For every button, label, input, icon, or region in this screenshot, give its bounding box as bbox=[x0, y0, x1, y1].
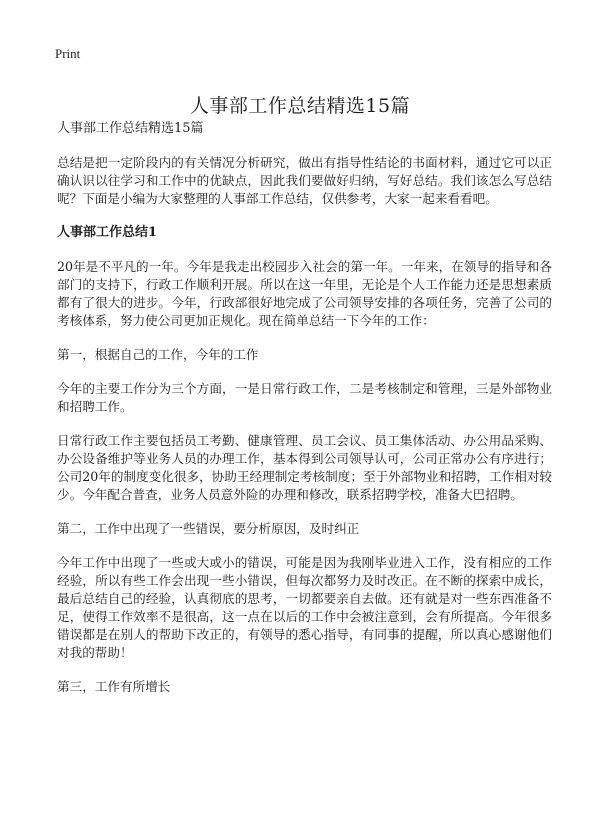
point-heading-1: 第一，根据自己的工作，今年的工作 bbox=[57, 347, 259, 362]
article-body bbox=[57, 120, 552, 696]
paragraph-3: 日常行政工作主要包括员工考勤、健康管理、员工会议、员工集体活动、办公用品采购、办公设备维护等业务人员的办理工作，基本得到公司领导认可，公司正常办公有序进行；公司20年的制度变化很多，协助王经理制定考核制度；至于外部物业和招聘，工作相对较少。今年配合普查，业务人员意外险的办理和修改，联系招聘学校，准备大巴招聘。 bbox=[57, 433, 552, 502]
intro-paragraph: 总结是把一定阶段内的有关情况分析研究，做出有指导性结论的书面材料，通过它可以正确认识以往学习和工作中的优缺点，因此我们要做好归纳，写好总结。我们该怎么写总结呢？下面是小编为大家整理的人事部工作总结，仅供参考，大家一起来看看吧。 bbox=[57, 155, 552, 206]
paragraph-1: 20年是不平凡的一年。今年是我走出校园步入社会的第一年。一年来，在领导的指导和各部门的支持下，行政工作顺利开展。所以在这一年里，无论是个人工作能力还是思想素质都有了很大的进步。今年，行政部很好地完成了公司领导安排的各项任务，完善了公司的考核体系，努力使公司更加正规化。现在简单总结一下今年的工作： bbox=[57, 259, 552, 328]
paragraph-2: 今年的主要工作分为三个方面，一是日常行政工作，二是考核制定和管理，三是外部物业和招聘工作。 bbox=[57, 381, 552, 414]
section-heading: 人事部工作总结1 bbox=[57, 225, 158, 240]
point-heading-2: 第二，工作中出现了一些错误，要分析原因，及时纠正 bbox=[57, 521, 360, 536]
page-title: 人事部工作总结精选15篇 bbox=[189, 94, 411, 117]
print-link[interactable]: Print bbox=[55, 46, 81, 61]
paragraph-4: 今年工作中出现了一些或大或小的错误，可能是因为我刚毕业进入工作，没有相应的工作经验，所以有些工作会出现一些小错误，但每次都努力及时改正。在不断的探索中成长，最后总结自己的经验，认真彻底的思考，一切都要亲自去做。还有就是对一些东西准备不足，使得工作效率不是很高，这一点在以后的工作中会被注意到，会有所提高。今年很多错误都是在别人的帮助下改正的，有领导的悉心指导，有同事的提醒，所以真心感谢他们对我的帮助！ bbox=[57, 555, 552, 660]
point-heading-3: 第三，工作有所增长 bbox=[57, 679, 171, 694]
article-subtitle: 人事部工作总结精选15篇 bbox=[57, 121, 204, 136]
